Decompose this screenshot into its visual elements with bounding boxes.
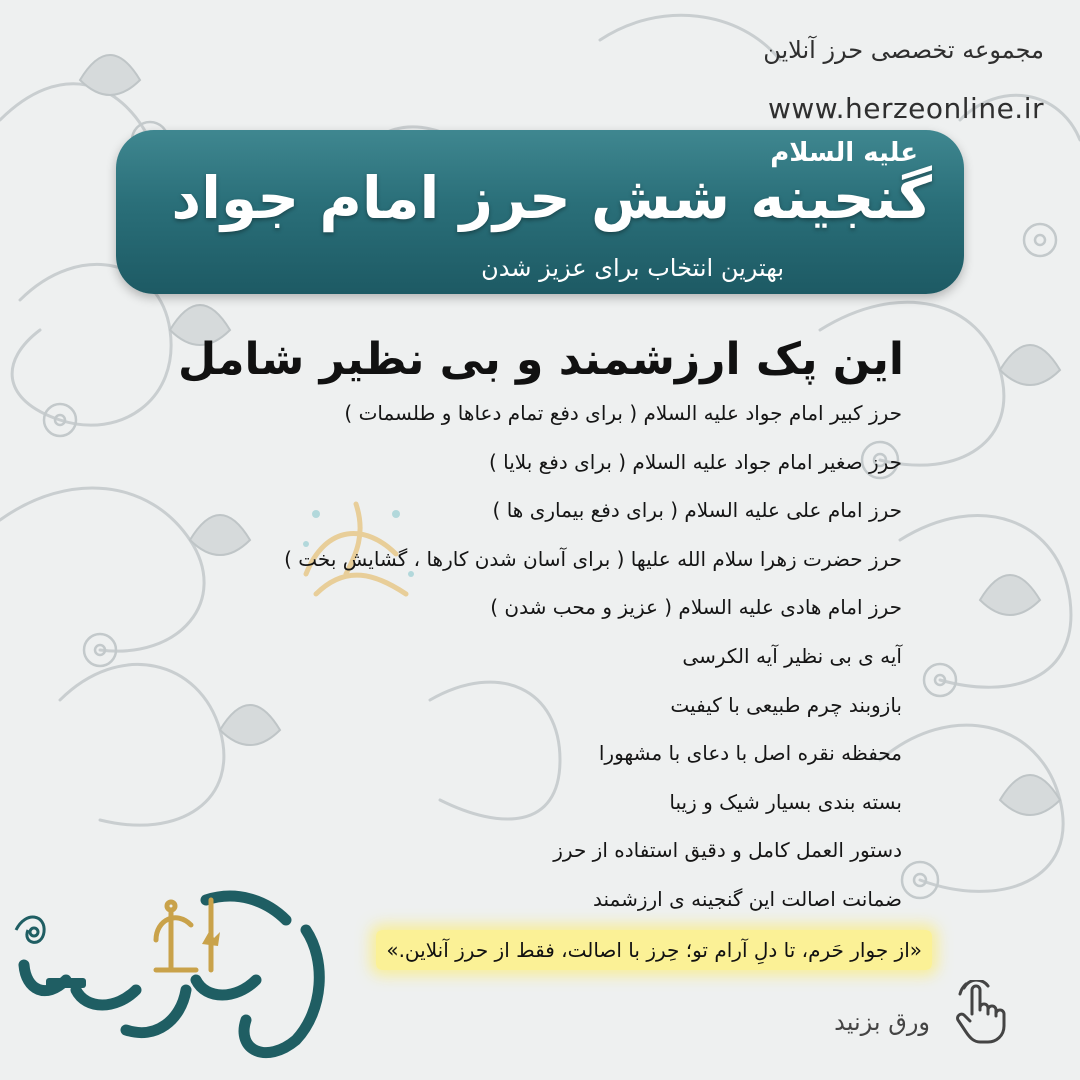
items-list xyxy=(202,398,902,933)
list-item: آیه ی بی نظیر آیه الکرسی xyxy=(682,643,902,668)
site-url[interactable]: www.herzeonline.ir xyxy=(767,92,1044,125)
list-item: ضمانت اصالت این گنجینه ی ارزشمند xyxy=(593,886,902,911)
list-item: حرز حضرت زهرا سلام الله علیها ( برای آسان شدن کارها ، گشایش بخت ) xyxy=(284,546,902,571)
list-item: بازوبند چرم طبیعی با کیفیت xyxy=(670,692,902,717)
banner-title: گنجینه شش حرز امام جواد xyxy=(171,164,932,232)
list-item: حرز امام هادی علیه السلام ( عزیز و محب شدن ) xyxy=(490,595,902,620)
slogan-highlight: «از جوار حَرم، تا دلِ آرام تو؛ حِرز با اصالت، فقط از حرز آنلاین.» xyxy=(376,930,932,970)
pack-heading: این پک ارزشمند و بی نظیر شامل xyxy=(178,334,904,385)
site-name: مجموعه تخصصی حرز آنلاین xyxy=(763,36,1044,64)
banner-honorific: علیه السلام xyxy=(770,138,918,168)
list-item: محفظه نقره اصل با دعای با مشهورا xyxy=(598,741,902,766)
list-item: دستور العمل کامل و دقیق استفاده از حرز xyxy=(553,838,902,863)
brand-logo xyxy=(6,870,342,1070)
list-item: حرز امام علی علیه السلام ( برای دفع بیماری ها ) xyxy=(492,498,902,523)
banner-subtitle: بهترین انتخاب برای عزیز شدن xyxy=(481,254,784,282)
swipe-label[interactable]: ورق بزنید xyxy=(834,1008,930,1036)
hand-pointer-icon[interactable] xyxy=(950,980,1010,1046)
list-item: حرز کبیر امام جواد علیه السلام ( برای دفع تمام دعاها و طلسمات ) xyxy=(344,401,902,425)
list-item: بسته بندی بسیار شیک و زیبا xyxy=(669,789,902,814)
list-item: حرز صغیر امام جواد علیه السلام ( برای دفع بلایا ) xyxy=(488,449,902,474)
